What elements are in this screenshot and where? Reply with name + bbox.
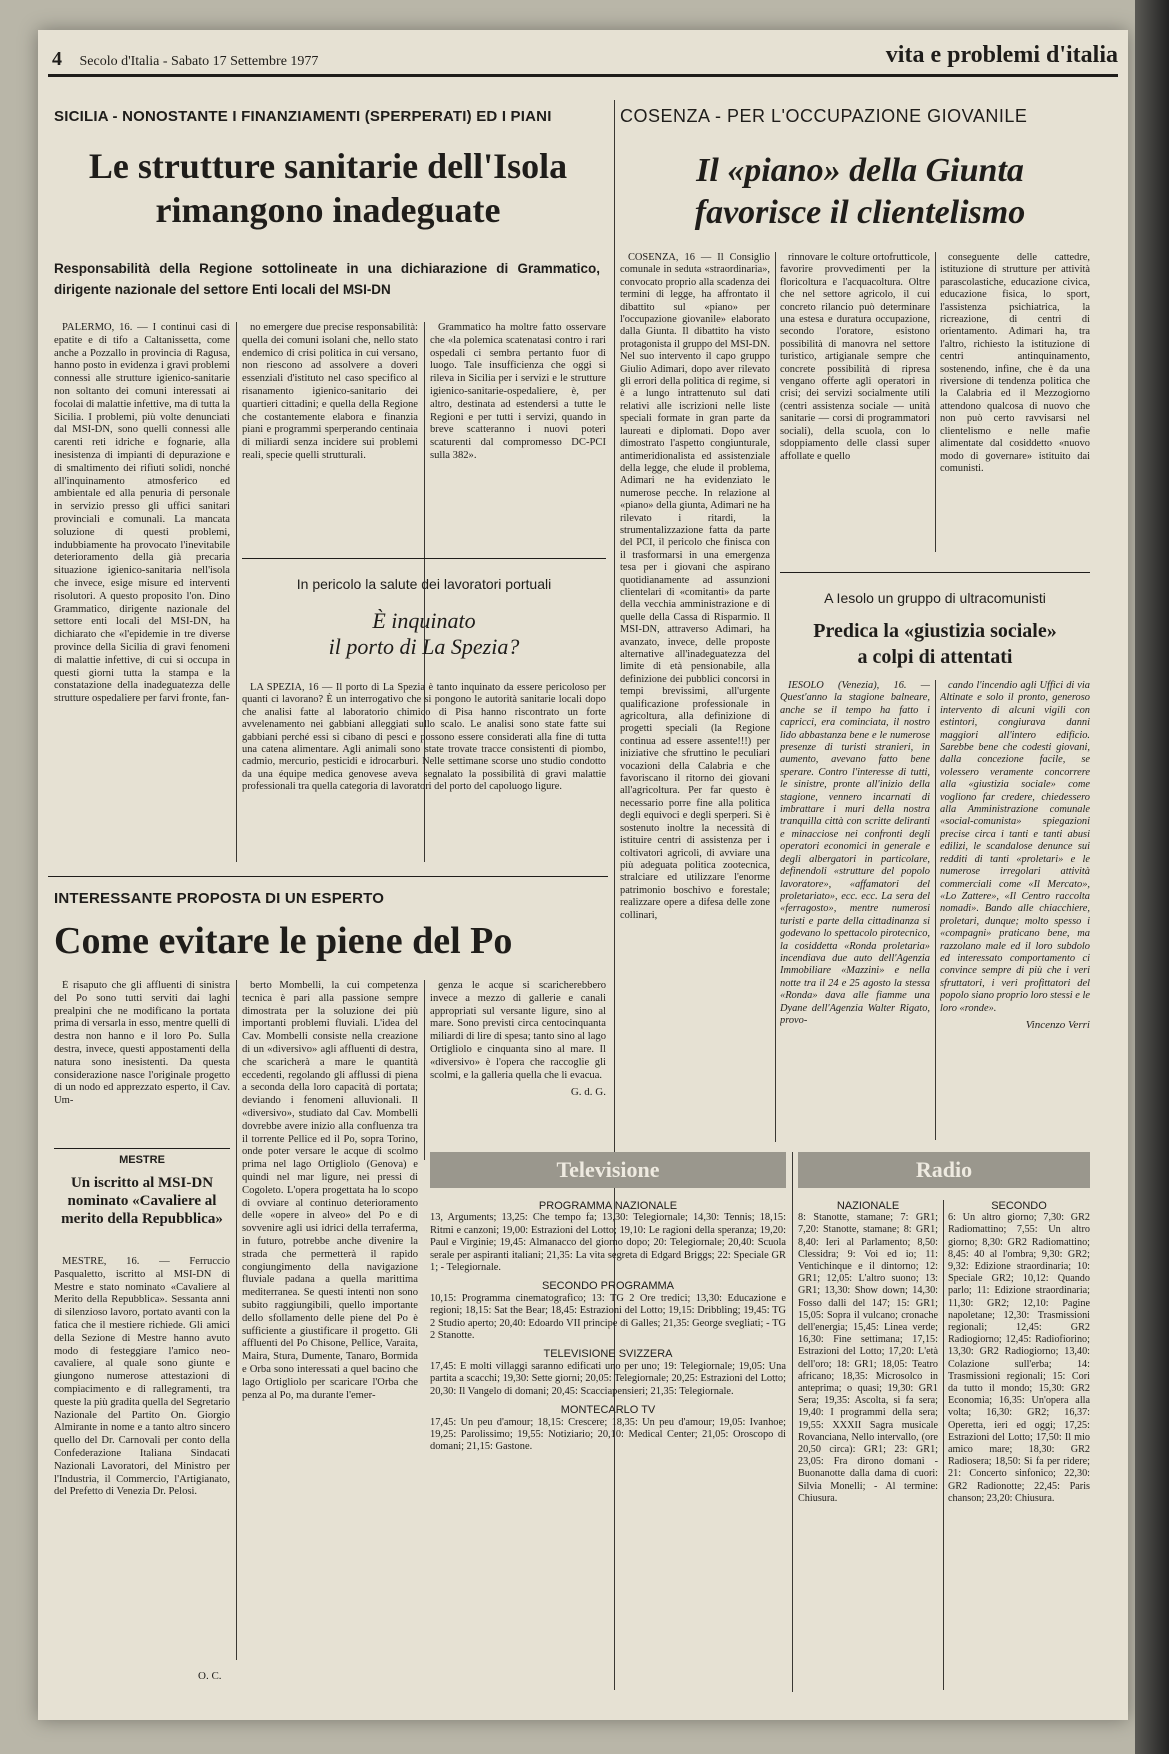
jesolo-headline-line1: Predica la «giustizia sociale» bbox=[813, 620, 1057, 642]
cosenza-text-1: COSENZA, 16 — Il Consiglio comunale in seduta «straordinaria», convocato proprio alla scadenza dei termini di legge, ha affrontato il dibattito sul «piano» per l'occupazione giovanile» elaborato dalla Giunta. Il dibattito ha visto protagonista il gruppo del MSI-DN. Nel suo intervento il capo gruppo Giulio Adimari, dopo aver rilevato gli errori della politica di regime, si è a lungo intrattenuto sul dati relativi alle iscrizioni nelle liste speciali formate in gran parte da laureati e diplomati. Dopo aver dimostrato l'aspetto congiunturale, antimeridionalista ed assistenziale della legge, che elude il problema, Adimari ne ha evidenziato le numerose pecche. In relazione al «piano» della giunta, Adimari ne ha rilevato i ritardi, la strumentalizzazione fatta da parte del PCI, il pericolo che finisca con il trasformarsi in una emergenza tesa per i giovani che aspirano quotidianamente ad assunzioni clientelari di «comitanti» da parte della vecchia amministrazione e di quelle della Cassa di Risparmio. Il MSI-DN, attraverso Adimari, ha avanzato, invece, delle proposte alternative all'inadeguatezza del limite di età pensionabile, alla definizione dei pubblici concorsi in tempi brevissimi, all'urgente qualificazione professionale in agricoltura, alla definizione di progetti speciali (la Regione continua ad essere assente!!!) per iniziative che sfruttino le peculiari vocazioni della Calabria e che favoriscano il ritorno dei giovani all'agricoltura. Per far questo è necessario porre fine alla politica degli equivoci e degli sperperi. Si è sostenuto inoltre la necessità di istituire centri di assistenza per i coltivatori agricoli, di avviare una più adeguata politica zootecnica, stralciare ed utilizzare l'enorme patrimonio boschivo e forestale; realizzare opere a difesa delle zone collinari, bbox=[620, 252, 770, 921]
column-divider bbox=[935, 252, 936, 552]
cosenza-headline-line1: Il «piano» della Giunta bbox=[696, 152, 1024, 189]
radio-col1-title: NAZIONALE bbox=[836, 1200, 900, 1212]
spezia-kicker: In pericolo la salute dei lavoratori portuali bbox=[296, 576, 552, 592]
jesolo-rule bbox=[780, 572, 1090, 573]
po-signature: G. d. G. bbox=[570, 1086, 606, 1099]
tv-prog3-title: TELEVISIONE SVIZZERA bbox=[543, 1348, 673, 1361]
po-headline: Come evitare le piene del Po bbox=[54, 920, 513, 962]
tv-banner: Televisione bbox=[430, 1152, 786, 1188]
sanita-column-3 bbox=[430, 322, 606, 542]
po-column-1 bbox=[54, 980, 230, 1140]
cosenza-column-2 bbox=[780, 252, 930, 552]
column-divider bbox=[792, 1152, 793, 1692]
radio-banner: Radio bbox=[798, 1152, 1090, 1188]
column-divider bbox=[236, 980, 237, 1660]
radio-col2: 6: Un altro giorno; 7,30: GR2 Radiomattino; 7,55: Un altro giorno; 8,30: GR2 Radiomattino; 8,45: 40 al l'ombra; 9,30: GR2; 9,32: Edizione straordinaria; 10: Speciale GR2; 10,12: Quando parlo; 11: Edizione straordinaria; 11,30: GR2; 12,10: Pagine napoletane; 12,30: Trasmissioni regionali; 12,45: GR2 Radiogiorno; 12,45: Radiofiorino; 13,30: GR2 Radiogiorno; 13,40: Colazione sull'erba; 14: Trasmissioni regionali; 15: Cori da tutto il mondo; 15,30: GR2 Economia; 16,35: Un'opera alla volta; 16,30: GR2; 16,37: Operetta, ieri ed oggi; 17,25: Estrazioni del Lotto; 17,50: Il mio amico mare; 18,30: GR2 Radiosera; 18,50: Si fa per ridere; 21: Concerto sinfonico; 22,30: GR2 Radionotte; 22,45: Paris chanson; 23,20: Chiusura. bbox=[948, 1212, 1090, 1504]
po-column-3 bbox=[430, 980, 606, 1160]
mestre-signature: O. C. bbox=[198, 1670, 222, 1682]
spezia-body bbox=[242, 682, 606, 862]
jesolo-headline bbox=[780, 618, 1090, 670]
cosenza-headline bbox=[620, 150, 1100, 234]
sanita-column-2 bbox=[242, 322, 418, 542]
section-title: vita e problemi d'italia bbox=[885, 42, 1118, 68]
spezia-headline-line1: È inquinato bbox=[372, 608, 476, 633]
radio-col1: 8: Stanotte, stamane; 7: GR1; 7,20: Stanotte, stamane; 8: GR1; 8,40: Ieri al Parlamento; 8,50: Clessidra; 9: Voi ed io; 11: Ventichinque e il dintorno; 12: GR1; 12,05: L'altro suono; 13: GR1; 13,30: Show down; 14,30: Fosso dalli del 147; 15: GR1; 15,05: Sopra il vulcano; cronache dell'energia; 15,45: Linea verde; 16,30: Fine settimana; 17,15: Estrazioni del Lotto; 17,20: L'età dell'oro; 18: GR1; 18,05: Teatro africano; 18,35: Microsolco in anteprima; o quasi; 19,30: GR1 Sera; 19,35: Ascolta, si fa sera; 19,40: I programmi della sera; 19,55: XXXII Sagra musicale Rovanciana, Nello intervallo, (ore 20,50 circa): GR1; 23: GR1; 23,05: Fra dirono domani - Buonanotte dalla dama di cuori: Silvia Monelli; - Al termine: Chiusura. bbox=[798, 1212, 938, 1504]
tv-prog4-title: MONTECARLO TV bbox=[560, 1404, 656, 1417]
cosenza-column-3 bbox=[940, 252, 1090, 552]
po-text-3: genza le acque si scaricherebbero invece a mezzo di gallerie e canali appropriati sul versante ligure, sino al mare. Sono previsti circa centocinquanta miliardi di lire di spesa; tanto sino al lago Ortigliolo e cinquanta sino al mare. Il «diversivo» è l'opera che raccoglie gli scolmi, e la galleria quella che li evacua. bbox=[430, 980, 606, 1081]
sanita-text-3: Grammatico ha moltre fatto osservare che «la polemica scatenatasi contro i rari ospedali ci sembra pertanto fuor di luogo. Tale insufficienza che oggi si rileva in Sicilia per i servizi e le strutture igienico-sanitarie-ospedaliere, è, per altro, destinata ad estendersi a tutte le Regioni e per tutti i servizi, quando in breve scatteranno i nuovi poteri scaturenti dal compromesso DC-PCI sulla 382». bbox=[430, 322, 606, 461]
radio-column-2 bbox=[948, 1200, 1090, 1690]
jesolo-text-2: cando l'incendio agli Uffici di via Altinate e solo il pronto, generoso intervento di alcuni vigili con estintori, congiurava danni maggiori all'intero edificio. Sarebbe bene che codesti giovani, dalla concezione facile, se volessero veramente concorrere alla «giustizia sociale» come vogliono far credere, chiedessero alla Amministrazione comunale «social-comunista» spiegazioni precise circa i tanti e tanti abusi edilizi, le scandalose denunce sui redditi di tanti «proletari» e le numerose irregolari attività commerciali come «Il Mercato», «Lo Zattere», «Il Centro raccolta nomadi». Bando alle chiacchiere, proletari, dunque; molto spesso i «compagni» praticano bene, ma razzolano male ed il loro subdolo ed interessato comportamento ci convince sempre di più che i veri sfruttatori, i veri profittatori del popolo siano proprio loro stessi e le loro «ronde». bbox=[940, 680, 1090, 1014]
sanita-subtitle: Responsabilità della Regione sottolineate in una dichiarazione di Grammatico, dirigente nazionale del settore Enti locali del MSI-DN bbox=[54, 261, 600, 297]
radio-col2-title: SECONDO bbox=[991, 1200, 1047, 1212]
jesolo-signature: Vincenzo Verri bbox=[1025, 1018, 1090, 1031]
mestre-body bbox=[54, 1256, 230, 1660]
mestre-kicker: MESTRE bbox=[119, 1154, 165, 1166]
cosenza-kicker: COSENZA - PER L'OCCUPAZIONE GIOVANILE bbox=[620, 106, 1028, 126]
tv-listings bbox=[430, 1200, 786, 1454]
tv-prog4: 17,45: Un peu d'amour; 18,15: Crescere; 18,35: Un peu d'amour; 19,05: Ivanhoe; 19,25: Parolissimo; 19,55: Notiziario; 20,10: Medical Center; 21,05: Oroscopo di domani; 21,15: Gastone. bbox=[430, 1416, 786, 1453]
tv-prog3: 17,45: E molti villaggi saranno edificati uno per uno; 19: Telegiornale; 19,05: Una partita a scacchi; 19,30: Sette giorni; 20,05: Telegiornale; 20,25: Estrazioni del Lotto; 20,30: Il Vangelo di domani; 20,45: Scacciapensieri; 21,35: Telegiornale. bbox=[430, 1360, 786, 1397]
po-text-1: È risaputo che gli affluenti di sinistra del Po sono tutti serviti dai laghi prealpini che ne modificano la portata prima di versarla in esso, mentre quelli di destra non hanno e il loro Po. Sulla destra, invece, questi appostamenti della natura sono inesistenti. Da questa considerazione nasce l'originale progetto di un nodo ed apprezzato esperto, il Cav. Um- bbox=[54, 980, 230, 1107]
tv-prog2: 10,15: Programma cinematografico; 13: TG 2 Ore tredici; 13,30: Educazione e regioni; 18,15: Sat the Bear; 18,45: Estrazioni del Lotto; 19,15: Dribbling; 19,45: TG 2 Studio aperto; 20,40: Edoardo VII principe di Galles; 21,35: George svegliati; - TG 2 Stanotte. bbox=[430, 1292, 786, 1342]
column-divider bbox=[935, 680, 936, 1140]
binding-edge bbox=[1135, 0, 1169, 1754]
header-rule bbox=[48, 74, 1118, 77]
jesolo-column-1 bbox=[780, 680, 930, 1140]
cosenza-text-3: conseguente delle cattedre, istituzione di strutture per attività parascolastiche, educazione civica, educazione fisica, lo sport, l'assistenza psichiatrica, la ricreazione, di centri di orientamento. Adimari ha, tra l'altro, richiesto la istituzione di centri antinquinamento, sostenendo, infine, che è da una riversione di tendenza politica che la Calabria ed il Mezzogiorno attendono qualcosa di nuovo che non può certo ravvisarsi nel clientelismo e nelle mafie alimentate dal cosiddetto «nuovo modo di governare» istituito dai comunisti. bbox=[940, 252, 1090, 474]
spezia-text: LA SPEZIA, 16 — Il porto di La Spezia è tanto inquinato da essere pericoloso per quanti ci lavorano? È un interrogativo che si pongono le autorità sanitarie locali dopo che analisi fatte al laboratorio chimico di Pisa hanno riscontrato un forte avvelenamento nei gabbiani alleggiati sullo scalo. Le analisi sono state fatte sui gabbiani perché essi si cibano di pesci e possono essere considerati alla fine di tutta una catena alimentare. Agli animali sono state trovate tracce consistenti di piombo, cadmio, mercurio, pesticidi e idrocarburi. Nelle settimane scorse uno studio condotto da una équipe medica genovese aveva segnalato la possibilità di gravi malattie professionali tra quella categoria di lavoratori del porto del capoluogo ligure. bbox=[242, 682, 606, 793]
masthead-date: Secolo d'Italia - Sabato 17 Settembre 1977 bbox=[79, 54, 319, 69]
spezia-headline bbox=[242, 608, 606, 660]
column-divider bbox=[236, 322, 237, 862]
cosenza-headline-line2: favorisce il clientelismo bbox=[694, 194, 1026, 231]
sanita-text-1: PALERMO, 16. — I continui casi di epatite e di tifo a Caltanissetta, come anche a Pozzallo in provincia di Ragusa, hanno posto in evidenza i gravi problemi connessi alle strutture igienico-sanitarie non soltanto dei comuni interessati ai focolai di malattie infettive, ma di tutta la Sicilia. I problemi, più volte denunciati dal MSI-DN, sono quelli connessi alle carenti reti idriche e fognarie, alla inesistenza di impianti di depurazione e di smaltimento dei rifiuti solidi, nonché all'inquinamento atmosferico ed ambientale ed alla penuria di personale in servizio presso gli uffici sanitari provinciali e comunali. La mancata soluzione di questi problemi, indubbiamente ha provocato l'inevitabile deterioramento della già precaria situazione igienico-sanitaria nell'isola che invece, esige misure ed interventi risolutori. A questo proposito l'on. Dino Grammatico, dirigente nazionale del settore enti locali del MSI-DN, ha dichiarato che «l'epidemie in tre diverse province della Sicilia di gravi fenomeni di malattie infettive, di cui si occupa in questi giorni tutta la stampa e la constatazione della inadeguatezza delle strutture ospedaliere per farvi fronte, fan- bbox=[54, 322, 230, 705]
mestre-rule bbox=[54, 1148, 230, 1149]
column-divider bbox=[424, 980, 425, 1160]
spezia-rule bbox=[242, 558, 606, 559]
sanita-text-2: no emergere due precise responsabilità: quella dei comuni isolani che, nello stato endemico di crisi politica in cui versano, non riescono ad assolvere a doveri essenziali d'istituto nel caso specifico al risanamento igienico-sanitario dei quartieri cittadini; e quella della Regione che costantemente elabora e finanzia piani e programmi sperperando centinaia di miliardi senza incidere sui problemi reali, specie quelli strutturali. bbox=[242, 322, 418, 461]
po-column-2 bbox=[242, 980, 418, 1660]
column-divider bbox=[943, 1200, 944, 1690]
tv-prog1: 13, Arguments; 13,25: Che tempo fa; 13,30: Telegiornale; 14,30: Tennis; 18,15: Ritmi e canzoni; 19,00: Estrazioni del Lotto; 19,10: Le ragioni della speranza; 19,20: Paul e Virginie; 19,45: Almanacco del giorno dopo; 20: Telegiornale; 20,40: Scuola serale per aspiranti italiani; 21,35: La vita segreta di Edgard Briggs; 22: Speciale GR 1; - Telegiornale. bbox=[430, 1212, 786, 1274]
newspaper-page bbox=[38, 30, 1128, 1720]
radio-column-1 bbox=[798, 1200, 938, 1690]
mestre-headline: Un iscritto al MSI-DN nominato «Cavaliere al merito della Repubblica» bbox=[61, 1175, 223, 1227]
masthead bbox=[52, 48, 318, 71]
cosenza-column-1 bbox=[620, 252, 770, 1142]
sanita-headline bbox=[48, 144, 608, 232]
cosenza-text-2: rinnovare le colture ortofrutticole, favorire provvedimenti per la floricoltura e l'acquacoltura. Oltre che nel settore agricolo, il cui concreto rilancio può determinare una estesa e duratura occupazione, secondo l'oratore, esistono possibilità di manovra nel settore turistico, artigianale sempre che concrete possibilità di ripresa vengano offerte agli operatori in crisi; dei servizi socialmente utili (centri assistenza sociale — unità sanitarie — corsi di programmatori sociali), della scuola, con lo sdoppiamento delle classi super affollate e quello bbox=[780, 252, 930, 462]
column-divider bbox=[775, 252, 776, 1142]
mestre-text: MESTRE, 16. — Ferruccio Pasqualetto, iscritto al MSI-DN di Mestre e stato nominato «Cavaliere al Merito della Repubblica». Sessanta anni di silenzioso lavoro, portato avanti con la fatica che il mestiere richiede. Gli amici della Sezione di Mestre hanno avuto modo di festeggiare l'amico neo-cavaliere, al quale sono giunte e giungono numerose attestazioni di compiacimento e di rallegramenti, tra queste la più gradita quella del Segretario Nazionale del Partito On. Giorgio Almirante in nome e a tanto altro sincero quello del Dr. Carnovali per conto della Confederazione Italiana Sindacati Nazionali Lavoratori, del Ministro per l'Industria, il Commercio, l'Artigianato, del Prefetto di Venezia Dr. Pelosi. bbox=[54, 1256, 230, 1498]
jesolo-column-2 bbox=[940, 680, 1090, 1140]
sanita-headline-line2: rimangono inadeguate bbox=[155, 190, 501, 230]
page-number: 4 bbox=[52, 48, 62, 70]
spezia-headline-line2: il porto di La Spezia? bbox=[328, 634, 520, 659]
po-kicker: INTERESSANTE PROPOSTA DI UN ESPERTO bbox=[54, 890, 385, 907]
po-rule bbox=[48, 876, 608, 877]
tv-prog2-title: SECONDO PROGRAMMA bbox=[541, 1280, 674, 1293]
sanita-column-1 bbox=[54, 322, 230, 862]
sanita-kicker: SICILIA - NONOSTANTE I FINANZIAMENTI (SPERPERATI) ED I PIANI bbox=[54, 108, 552, 125]
jesolo-text-1: IESOLO (Venezia), 16. — Quest'anno la stagione balneare, anche se il tempo ha fatto i capricci, era cominciata, il nostro lido abbastanza bene e le numerose presenze di turisti stranieri, in aumento, avevano fatto bene sperare. Contro l'interesse di tutti, le sinistre, pronte all'inizio della stagione, vennero incarnati di imbrattare i muri della nostra tranquilla città con scritte deliranti e minacciose nei confronti degli operatori economici in generale e degli albergatori in particolare, definendoli «strutture del popolo lavoratore», «affamatori del proletariato», ecc. ecc. La sera del «ferragosto», mentre numerosi turisti e parte della cittadinanza si godevano lo spettacolo pirotecnico, la cosiddetta «Ronda proletaria» incendiava due auto dell'Agenzia Immobiliare «Mazzini» e nella notte tra il 24 e 25 agosto la stessa «Ronda» dava alle fiamme una Dyane dell'Agenzia Walter Rigato, provo- bbox=[780, 680, 930, 1026]
po-text-2: berto Mombelli, la cui competenza tecnica è pari alla passione sempre dimostrata per la soluzione dei più importanti problemi fluviali. L'idea del Cav. Mombelli consiste nella creazione di un «diversivo» agli affluenti di destra, che scaricherà a mare le quantità eccedenti, regolando gli afflussi di piena a seconda della loro capacità di portata; deviando i fenomeni alluvionali. Il «diversivo», studiato dal Cav. Mombelli dovrebbe avere inizio alla confluenza tra il torrente Pellice ed il Po, sopra Torino, onde poter versare le acque di scolmo prima nel lago Ortigliolo (Genova) e quindi nel mar ligure, nei pressi di Cogoleto. L'opera progettata ha lo scopo di ovviare al continuo deterioramento delle «opere in alveo» del Po e di sovvenire agli usi idrici della terraferma, in futuro, potrebbe anche divenire la strada che permetterà il rapido congiungimento della navigazione fluviale padana a quella marittima mediterranea. Se questi intenti non sono subito raggiungibili, quello importante dello sfollamento delle piene del Po è sufficiente a giustificare il progetto. Gli affluenti del Po Chisone, Pellice, Varaita, Maira, Stura, Dumente, Tanaro, Bormida e Orba sono interessati a quel bacino che lago Ortigliolo per scaricare l'Orba che penza al Po, ma durante l'emer- bbox=[242, 980, 418, 1401]
sanita-headline-line1: Le strutture sanitarie dell'Isola bbox=[88, 146, 568, 186]
jesolo-kicker: A Iesolo un gruppo di ultracomunisti bbox=[824, 590, 1046, 606]
jesolo-headline-line2: a colpi di attentati bbox=[857, 646, 1013, 668]
tv-prog1-title: PROGRAMMA NAZIONALE bbox=[538, 1200, 678, 1212]
